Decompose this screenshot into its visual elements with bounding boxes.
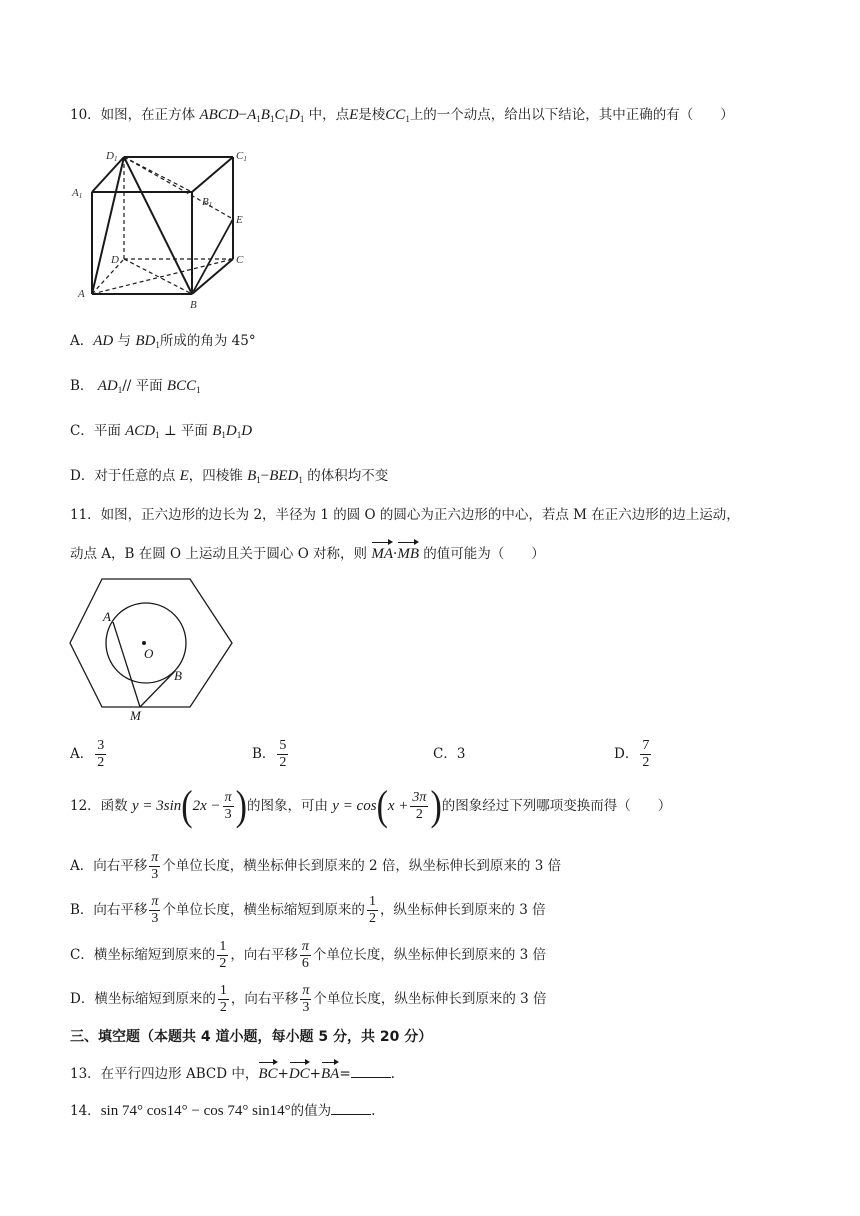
vector-mb: MB [397,546,419,562]
label-c: C [236,254,244,266]
q10-option-b[interactable]: B． $AD_1//$ 平面 $BCC_1$ [70,378,201,395]
q12-option-d[interactable]: D．横坐标缩短到原来的 $\frac{1}{2}$ ，向右平移 $\frac{\pi}{3}$ 个单位长度，纵坐标伸长到原来的 3 倍 [70,983,547,1015]
question-12-stem: 12．函数 y = 3sin(2x − $\frac{\pi}{3}$ )的图象，可由 y = cos(x + $\frac{3\pi}{2}$ )的图象经过下列哪项变换而得（ ） [70,782,672,829]
q14-answer-blank[interactable] [331,1102,371,1115]
question-11-line2: 动点 A，B 在圆 O 上运动且关于圆心 O 对称，则 MA·MB 的值可能为（ ） [70,546,545,562]
hexagon-figure [66,576,236,726]
label-b: B [174,668,182,683]
vector-ma: MA [371,546,394,562]
label-a: A [103,609,111,624]
q12-option-a[interactable]: A．向右平移 $\frac{\pi}{3}$ 个单位长度，横坐标伸长到原来的 2 倍，纵坐标伸长到原来的 3 倍 [70,850,562,882]
question-11-line1: 11．如图，正六边形的边长为 2，半径为 1 的圆 O 的圆心为正六边形的中心，若点 M 在正六边形的边上运动， [70,507,740,523]
label-o: O [144,646,154,661]
q11-option-b[interactable]: B． $\frac{5}{2}$ [252,738,287,770]
q12-option-c[interactable]: C．横坐标缩短到原来的 $\frac{1}{2}$ ，向右平移 $\frac{\pi}{6}$ 个单位长度，纵坐标伸长到原来的 3 倍 [70,939,547,971]
label-e: E [236,214,243,226]
q13-answer-blank[interactable] [351,1065,391,1078]
q10-option-d[interactable]: D．对于任意的点 E，四棱锥 $B_1-BED_1$ 的体积均不变 [70,468,389,485]
cube-figure [70,145,260,315]
q11-option-a[interactable]: A． $\frac{3}{2}$ [70,738,105,770]
q10-option-c[interactable]: C．平面 $ACD_1$ ⊥ 平面 $B_1D_1D$ [70,423,253,440]
q12-option-b[interactable]: B．向右平移 $\frac{\pi}{3}$ 个单位长度，横坐标缩短到原来的 $\frac{1}{2}$ ，纵坐标伸长到原来的 3 倍 [70,894,546,926]
section-3-heading: 三、填空题（本题共 4 道小题，每小题 5 分，共 20 分） [70,1029,433,1045]
q11-option-c[interactable]: C．3 [433,746,466,762]
cube-name: $ABCD-A_1B_1C_1D_1$ [199,107,305,124]
question-14: 14．sin 74° cos14° − cos 74° sin14°的值为 . [70,1103,376,1119]
question-13: 13．在平行四边形 ABCD 中，BC+DC+BA= . [70,1066,395,1082]
q10-option-a[interactable]: A．AD 与 $BD_1$所成的角为 45° [70,333,256,350]
q11-option-d[interactable]: D． $\frac{7}{2}$ [614,738,650,770]
label-d1: D1 [106,150,118,163]
label-c1: C1 [236,150,247,163]
label-d: D [111,254,119,266]
label-b: B [190,299,197,311]
label-b1: B1 [202,196,213,209]
label-m: M [130,708,141,723]
label-a1: A1 [72,187,83,200]
question-10-stem: 10．如图，在正方体 $ABCD-A_1B_1C_1D_1$ 中，点E是棱$CC_1$上的一个动点，给出以下结论，其中正确的有（ ） [70,107,734,124]
label-a: A [78,288,85,300]
